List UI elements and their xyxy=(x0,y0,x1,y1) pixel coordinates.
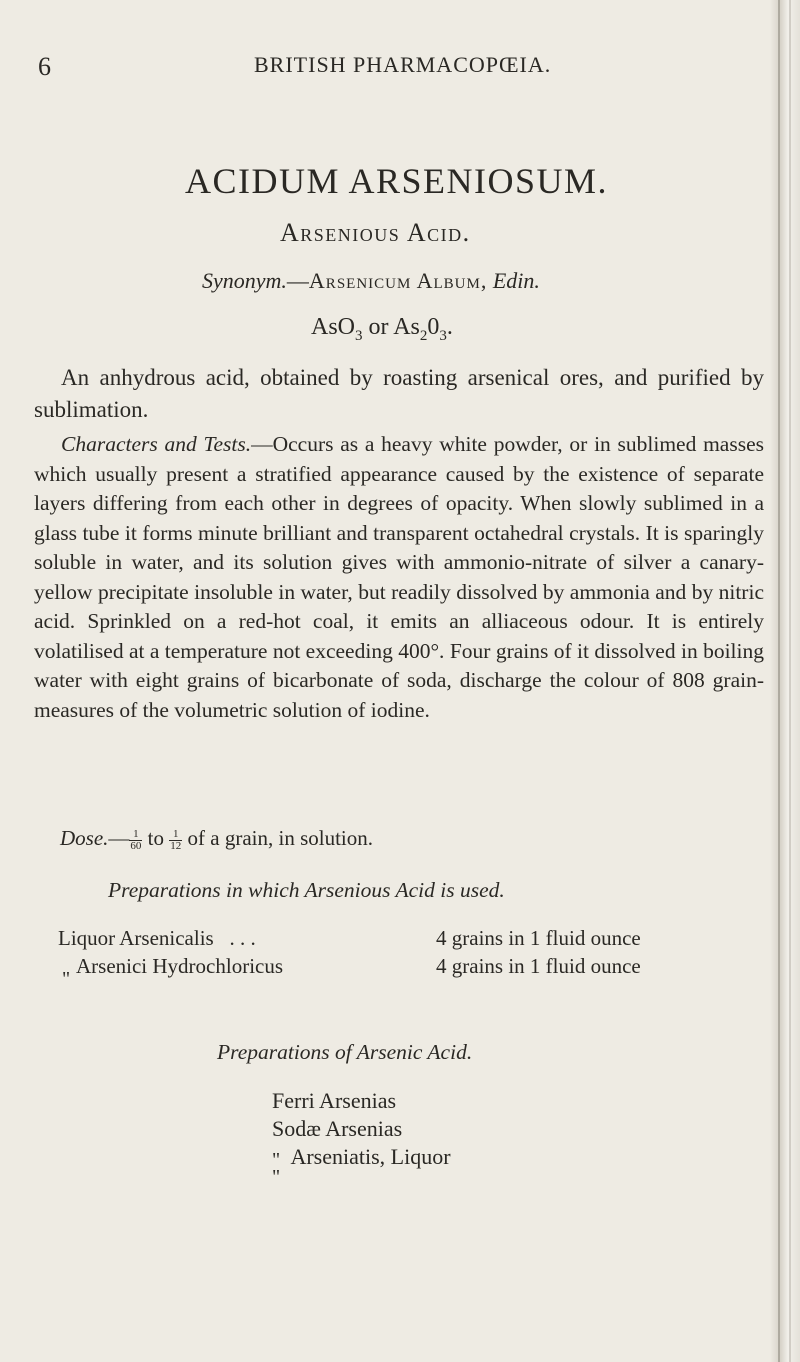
dose-dash: — xyxy=(108,826,130,850)
dose-rest: of a grain, in solution. xyxy=(187,826,373,850)
characters-paragraph xyxy=(34,430,764,725)
formula-2-sub-a: 2 xyxy=(419,327,428,344)
ditto-mark: " xyxy=(272,1166,281,1188)
page-header xyxy=(38,50,758,80)
synonym-source: Edin. xyxy=(492,268,540,293)
description-paragraph: An anhydrous acid, obtained by roasting arsenical ores, and purified by sublimation. xyxy=(34,365,764,422)
page-number: 6 xyxy=(38,52,51,81)
preparation-name: Arsenici Hydrochloricus xyxy=(76,954,284,978)
characters-label: Characters and Tests. xyxy=(61,432,252,456)
dose-line xyxy=(60,826,373,852)
page-edge-shadow xyxy=(770,0,800,1362)
preparation-row xyxy=(58,954,778,990)
preparations-used-heading: Preparations in which Arsenious Acid is used. xyxy=(108,878,505,902)
dose-to-numerator: 1 xyxy=(169,829,182,841)
ditto-mark: " xyxy=(62,968,71,990)
preparations-arsenic-heading: Preparations of Arsenic Acid. xyxy=(217,1040,473,1064)
formula-end: . xyxy=(446,314,453,340)
arsenic-preparation-item xyxy=(272,1144,451,1171)
dose-label: Dose. xyxy=(60,826,109,850)
dose-to-denominator: 12 xyxy=(170,839,182,852)
formula-2-base-b: 0 xyxy=(427,314,440,340)
arsenic-preparation-name: Arseniatis, Liquor xyxy=(290,1144,451,1169)
synonym-value: Arsenicum Album, xyxy=(308,268,488,293)
arsenic-preparation-item: Ferri Arsenias xyxy=(272,1088,397,1113)
formula-2-sub-b: 3 xyxy=(439,327,447,344)
arsenic-preparation-item: Sodæ Arsenias xyxy=(272,1116,403,1141)
page-edge-line xyxy=(778,0,780,1362)
formula-2-base-a: As xyxy=(393,314,420,340)
dose-to-fraction xyxy=(169,829,182,852)
preparation-row xyxy=(58,926,778,954)
formula-or: or xyxy=(368,314,389,340)
running-head: BRITISH PHARMACOPŒIA. xyxy=(254,52,552,77)
preparation-amount: 4 grains in 1 fluid ounce xyxy=(436,954,641,978)
chemical-formula xyxy=(311,314,453,345)
dot-leader: . . . xyxy=(229,926,256,950)
dose-from-denominator: 60 xyxy=(130,839,142,852)
characters-text: —Occurs as a heavy white powder, or in sublimed masses which usually present a stratified appearance caused by the existence of separate layers differing from each other in degrees of opacity. When slowly sublimed in a glass tube it forms minute brilliant and transparent octahedral crystals. It is sparingly soluble in water, and its solution gives with ammonio-nitrate of silver a canary-yellow precipitate insoluble in water, but readily dissolved by ammonia and by nitric acid. Sprinkled on a red-hot coal, it emits an alliaceous odour. It is entirely volatilised at a temperature not exceeding 400°. Four grains of it dissolved in boiling water with eight grains of bicarbonate of soda, discharge the colour of 808 grain-measures of the volumetric solution of iodine. xyxy=(34,432,764,722)
formula-1-base: AsO xyxy=(311,314,356,340)
formula-1-sub: 3 xyxy=(355,327,363,344)
dose-from-fraction xyxy=(129,829,142,852)
english-name: Arsenious Acid. xyxy=(280,218,471,247)
dose-to-word: to xyxy=(147,826,165,850)
ditto-mark: " xyxy=(272,1149,281,1171)
preparation-amount: 4 grains in 1 fluid ounce xyxy=(436,926,641,950)
preparation-name: Liquor Arsenicalis . . . xyxy=(58,926,256,950)
page-edge-line xyxy=(789,0,791,1362)
dose-from-numerator: 1 xyxy=(129,829,142,841)
monograph-title: ACIDUM ARSENIOSUM. xyxy=(185,161,609,201)
synonym-label: Synonym. xyxy=(202,268,287,293)
synonym-dash: — xyxy=(286,268,309,293)
synonym-line xyxy=(202,268,540,294)
